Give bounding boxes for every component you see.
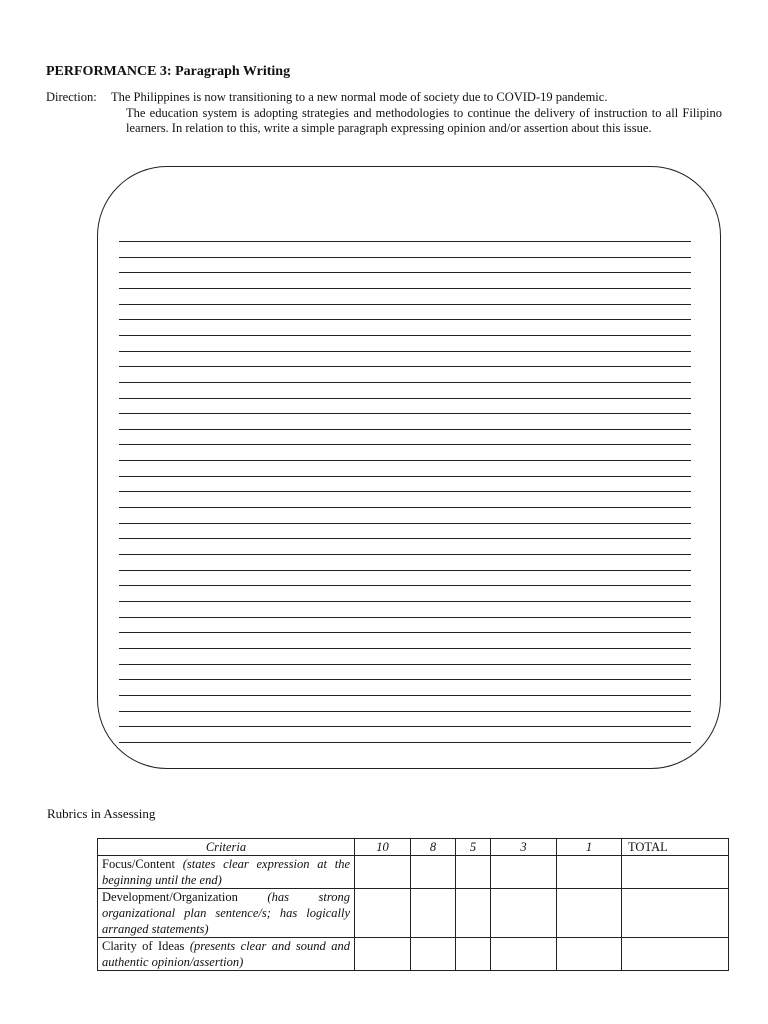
score-cell-1[interactable] <box>557 889 622 938</box>
score-8-header: 8 <box>411 839 456 856</box>
rubric-header-row <box>98 839 729 856</box>
score-cell-8[interactable] <box>411 938 456 971</box>
writing-lines[interactable] <box>119 226 691 756</box>
criteria-desc: (has strong organizational plan sentence/s; has logically arranged statements) <box>102 890 351 936</box>
score-cell-8[interactable] <box>411 889 456 938</box>
score-cell-3[interactable] <box>491 938 557 971</box>
rubric-row <box>98 889 729 938</box>
score-cell-10[interactable] <box>355 856 411 889</box>
direction-text <box>111 90 722 137</box>
rubric-title: Rubrics in Assessing <box>47 806 156 821</box>
score-cell-5[interactable] <box>456 889 491 938</box>
score-cell-1[interactable] <box>557 938 622 971</box>
direction-block <box>46 90 722 137</box>
rubric-row <box>98 938 729 971</box>
score-cell-10[interactable] <box>355 889 411 938</box>
direction-first-line: The Philippines is now transitioning to a new normal mode of society due to COVID-19 pandemic. <box>111 90 608 104</box>
score-cell-8[interactable] <box>411 856 456 889</box>
total-cell[interactable] <box>622 856 729 889</box>
score-5-header: 5 <box>456 839 491 856</box>
criteria-desc: (presents clear and sound and authentic opinion/assertion) <box>102 939 350 969</box>
direction-label: Direction: <box>46 90 97 104</box>
score-1-header: 1 <box>557 839 622 856</box>
score-cell-5[interactable] <box>456 938 491 971</box>
score-cell-1[interactable] <box>557 856 622 889</box>
score-10-header: 10 <box>355 839 411 856</box>
criteria-cell <box>98 938 355 971</box>
score-cell-5[interactable] <box>456 856 491 889</box>
score-cell-3[interactable] <box>491 889 557 938</box>
criteria-name: Clarity of Ideas <box>102 939 185 953</box>
rubric-table <box>97 838 729 971</box>
criteria-name: Development/Organization <box>102 890 238 904</box>
rubric-row <box>98 856 729 889</box>
score-3-header: 3 <box>491 839 557 856</box>
page-title: PERFORMANCE 3: Paragraph Writing <box>46 64 291 79</box>
score-cell-10[interactable] <box>355 938 411 971</box>
total-header: TOTAL <box>622 839 729 856</box>
direction-rest: The education system is adopting strategies and methodologies to continue the delivery of instruction to all Filipino learners. In relation to this, write a simple paragraph expressing opinion and/or assertion about this issue. <box>126 105 722 135</box>
total-cell[interactable] <box>622 938 729 971</box>
criteria-header: Criteria <box>98 839 355 856</box>
total-cell[interactable] <box>622 889 729 938</box>
writing-lines-svg <box>119 226 691 756</box>
criteria-desc: (states clear expression at the beginning until the end) <box>102 857 351 887</box>
criteria-cell <box>98 856 355 889</box>
criteria-cell <box>98 889 355 938</box>
score-cell-3[interactable] <box>491 856 557 889</box>
criteria-name: Focus/Content <box>102 857 175 871</box>
